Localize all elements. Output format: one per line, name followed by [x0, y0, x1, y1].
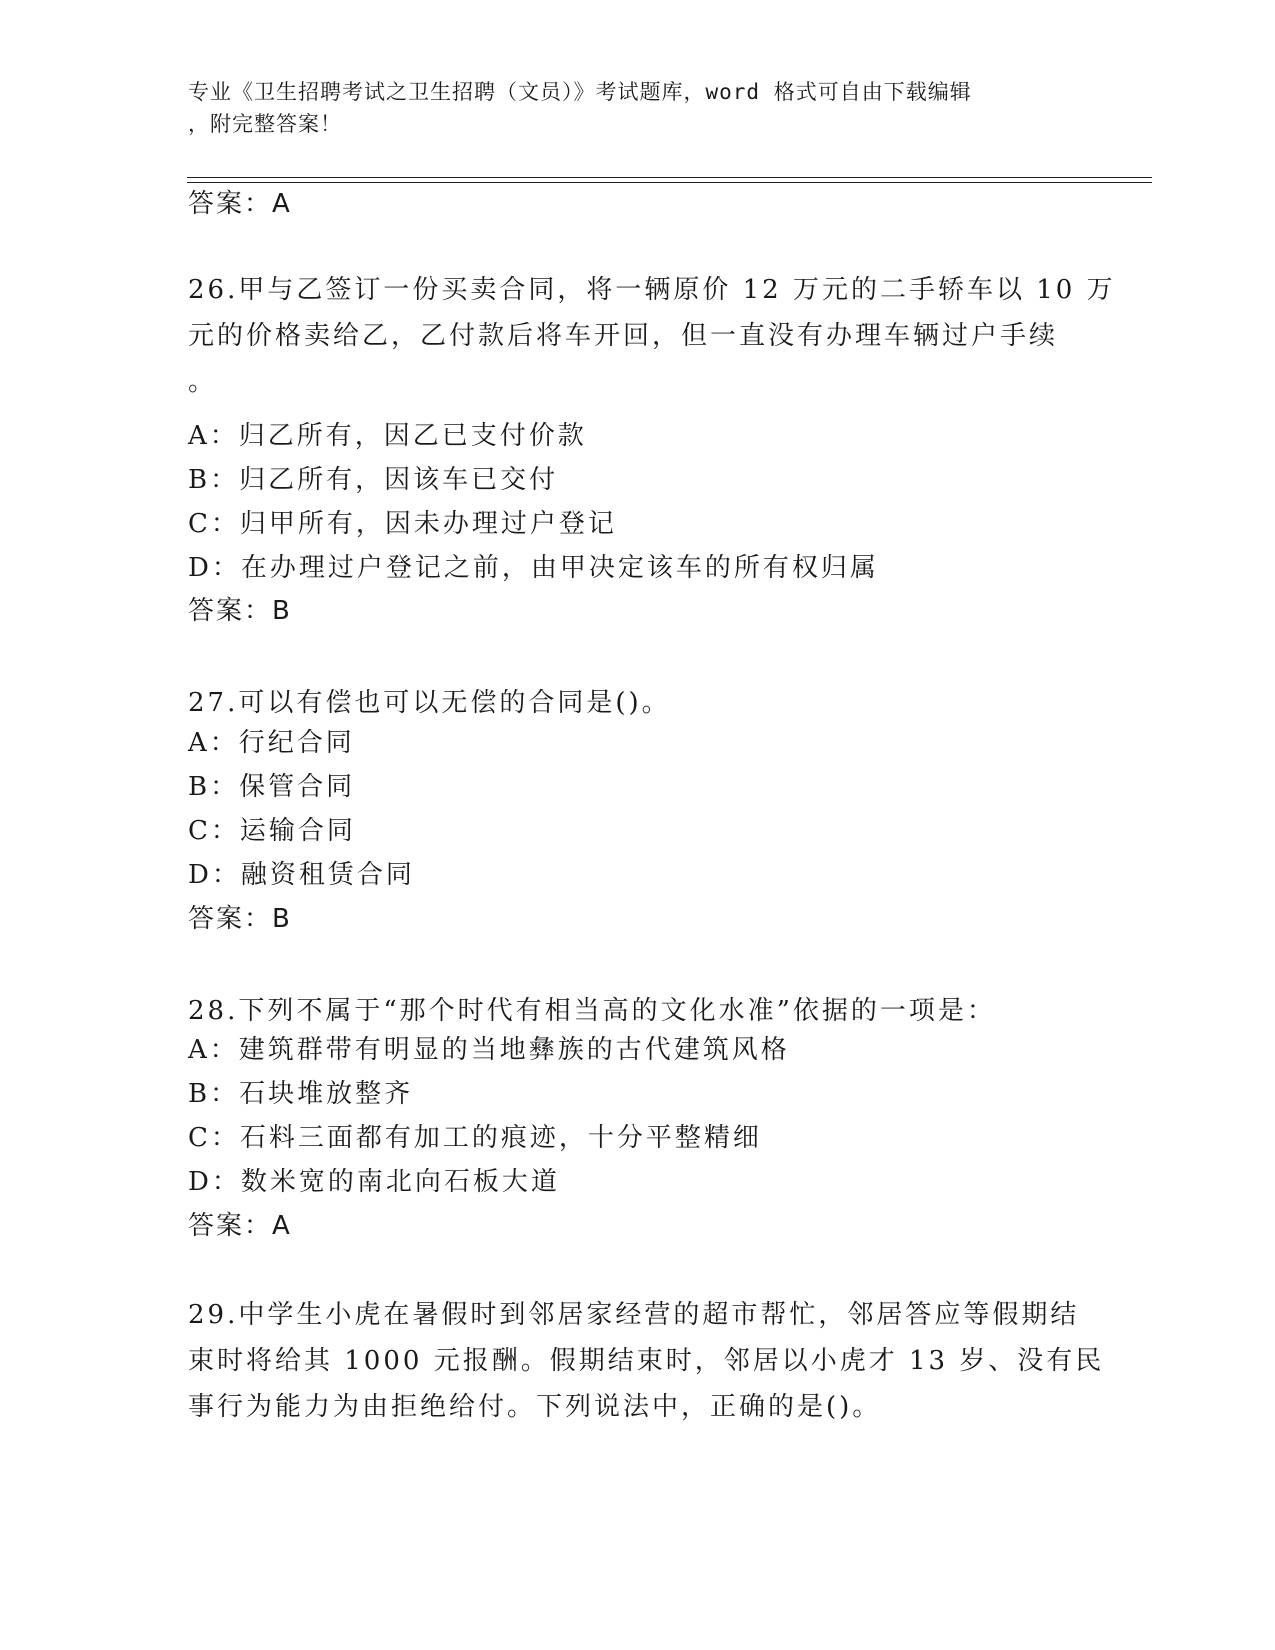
option-a: A：建筑群带有明显的当地彝族的古代建筑风格	[188, 1035, 790, 1065]
answer-label: 答案：B	[188, 596, 292, 626]
option-d: D：数米宽的南北向石板大道	[188, 1167, 560, 1197]
answer-label: 答案：A	[188, 189, 292, 219]
question-text	[188, 267, 1116, 405]
question-line: 事行为能力为由拒绝给付。下列说法中，正确的是()。	[188, 1392, 882, 1422]
question-line: 束时将给其 1000 元报酬。假期结束时，邻居以小虎才 13 岁、没有民	[188, 1346, 1105, 1376]
option-c: C：归甲所有，因未办理过户登记	[188, 509, 617, 539]
question-line: 29.中学生小虎在暑假时到邻居家经营的超市帮忙，邻居答应等假期结	[188, 1300, 1080, 1330]
option-d: D：融资租赁合同	[188, 860, 415, 890]
option-a: A：行纪合同	[188, 728, 355, 758]
option-c: C：运输合同	[188, 816, 356, 846]
header-line: 专业《卫生招聘考试之卫生招聘（文员）》考试题库，word 格式可自由下载编辑	[188, 80, 972, 104]
question-text	[188, 680, 1078, 726]
header-divider	[187, 182, 1152, 183]
option-a: A：归乙所有，因乙已支付价款	[188, 421, 587, 451]
question-line: 28.下列不属于“那个时代有相当高的文化水准”依据的一项是：	[188, 996, 996, 1026]
option-c: C：石料三面都有加工的痕迹，十分平整精细	[188, 1123, 762, 1153]
question-text	[188, 988, 1078, 1034]
question-line: 26.甲与乙签订一份买卖合同，将一辆原价 12 万元的二手轿车以 10 万	[188, 275, 1116, 305]
question-text	[188, 1292, 1105, 1430]
document-header	[188, 76, 1068, 140]
option-d: D：在办理过户登记之前，由甲决定该车的所有权归属	[188, 553, 879, 583]
option-b: B：石块堆放整齐	[188, 1079, 414, 1109]
option-b: B：保管合同	[188, 772, 356, 802]
header-divider	[187, 177, 1152, 178]
header-line: ，附完整答案！	[188, 112, 342, 136]
answer-label: 答案：A	[188, 1211, 292, 1241]
question-line: 元的价格卖给乙，乙付款后将车开回，但一直没有办理车辆过户手续	[188, 321, 1059, 351]
option-b: B：归乙所有，因该车已交付	[188, 465, 559, 495]
question-line: 27.可以有偿也可以无偿的合同是()。	[188, 688, 671, 718]
question-line: 。	[188, 367, 218, 397]
answer-label: 答案：B	[188, 904, 292, 934]
